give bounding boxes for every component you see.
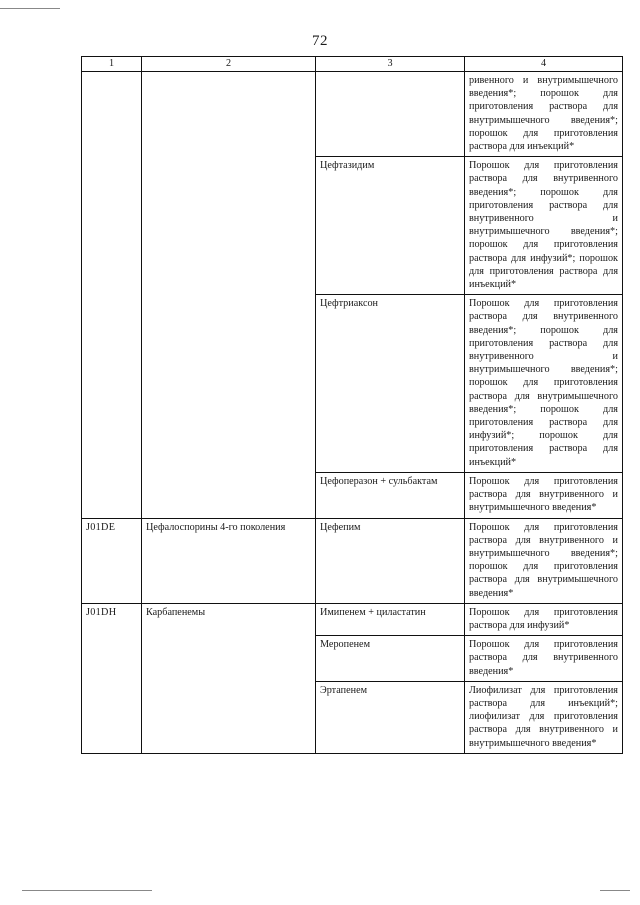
header-col-1: 1 — [82, 57, 142, 72]
table-row — [82, 603, 623, 635]
dosage-form-cell: Порошок для приготовления раствора для внутривенного и внутримышечного введения*; порошок для приготовления раствора для внутримышечного введения* — [465, 518, 623, 603]
drug-name-cell: Меропенем — [316, 636, 465, 682]
scan-artifact-top — [0, 8, 60, 9]
group-name-cell — [142, 72, 316, 519]
header-col-2: 2 — [142, 57, 316, 72]
table-row — [82, 518, 623, 603]
dosage-form-cell: Порошок для приготовления раствора для внутривенного и внутримышечного введения* — [465, 472, 623, 518]
dosage-form-cell: Порошок для приготовления раствора для внутривенного введения*; порошок для приготовления раствора для внутривенного и внутримышечного введения*; порошок для приготовления раствора для внутримышечного введения*; порошок для приготовления раствора для инфузий*; порошок для приготовления раствора для инъекций* — [465, 295, 623, 473]
drug-table — [81, 56, 623, 754]
drug-name-cell: Имипенем + циластатин — [316, 603, 465, 635]
atc-code-cell: J01DH — [82, 603, 142, 753]
dosage-form-cell: Порошок для приготовления раствора для инфузий* — [465, 603, 623, 635]
drug-name-cell: Эртапенем — [316, 681, 465, 753]
drug-name-cell: Цефепим — [316, 518, 465, 603]
group-name-cell: Карбапенемы — [142, 603, 316, 753]
drug-name-cell: Цефтриаксон — [316, 295, 465, 473]
page-number: 72 — [312, 33, 328, 49]
scan-artifact-bottom-right — [600, 890, 630, 891]
header-col-3: 3 — [316, 57, 465, 72]
header-col-4: 4 — [465, 57, 623, 72]
drug-name-cell: Цефоперазон + сульбактам — [316, 472, 465, 518]
table-row — [82, 72, 623, 157]
dosage-form-cell: Лиофилизат для приготовления раствора для инъекций*; лиофилизат для приготовления раствора для внутривенного и внутримышечного введения* — [465, 681, 623, 753]
drug-name-cell — [316, 72, 465, 157]
dosage-form-cell: Порошок для приготовления раствора для внутривенного введения*; порошок для приготовления раствора для внутривенного и внутримышечного введения*; порошок для приготовления раствора для инфузий*; порошок для приготовления раствора для инъекций* — [465, 157, 623, 295]
dosage-form-cell: ривенного и внутримышечного введения*; порошок для приготовления раствора для внутримышечного введения*; порошок для приготовления раствора для инъекций* — [465, 72, 623, 157]
table-header-row — [82, 57, 623, 72]
drug-name-cell: Цефтазидим — [316, 157, 465, 295]
scan-artifact-bottom-left — [22, 890, 152, 891]
atc-code-cell — [82, 72, 142, 519]
atc-code-cell: J01DE — [82, 518, 142, 603]
dosage-form-cell: Порошок для приготовления раствора для внутривенного введения* — [465, 636, 623, 682]
group-name-cell: Цефалоспорины 4-го поколения — [142, 518, 316, 603]
